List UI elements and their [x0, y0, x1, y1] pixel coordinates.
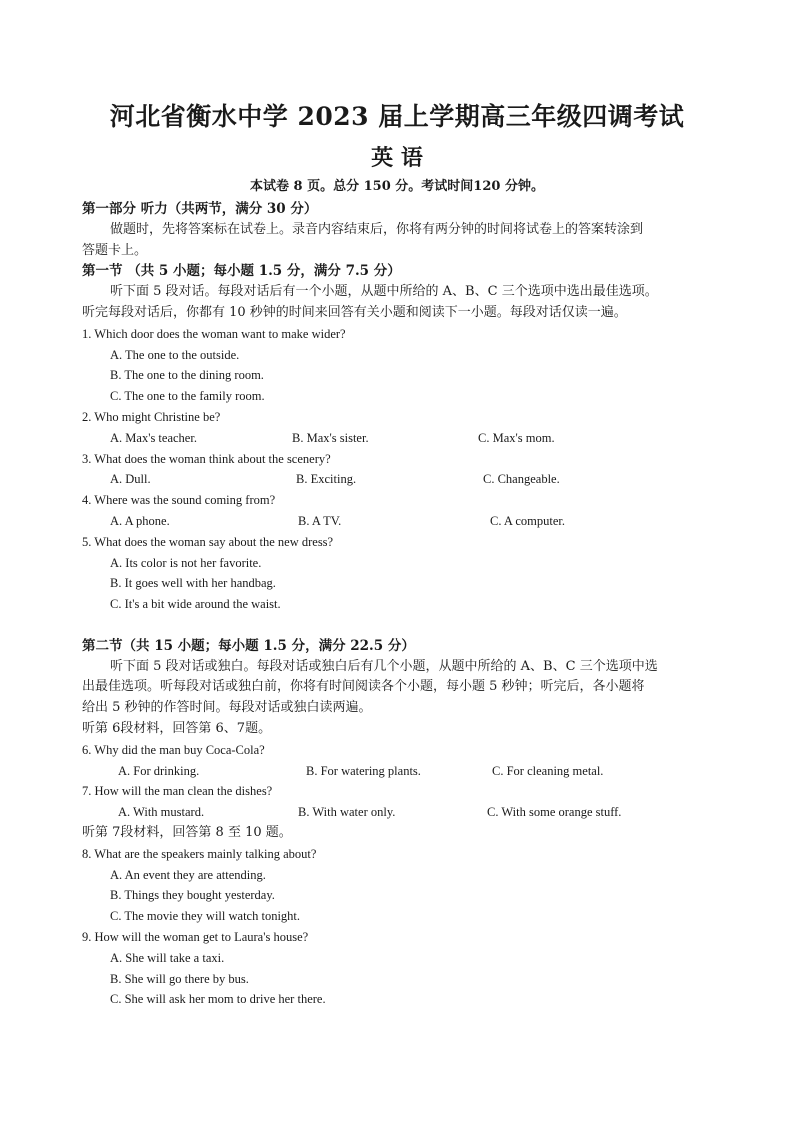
question-1-option-a: A. The one to the outside.	[110, 348, 240, 362]
question-3-option-a: A. Dull.	[110, 472, 151, 486]
section1-instruction-line2: 听完每段对话后，你都有 10 秒钟的时间来回答有关小题和阅读下一小题。每段对话仅读一遍。	[82, 305, 627, 320]
question-3-option-b: B. Exciting.	[296, 472, 357, 486]
part1-heading: 第一部分 听力（共两节，满分 30 分）	[82, 201, 318, 217]
question-7-option-b: B. With water only.	[298, 805, 396, 819]
question-6-option-c: C. For cleaning metal.	[492, 764, 604, 778]
exam-info: 本试卷 8 页。总分 150 分。考试时间120 分钟。	[250, 179, 544, 194]
question-8-option-c: C. The movie they will watch tonight.	[110, 909, 301, 923]
question-9-option-b: B. She will go there by bus.	[110, 972, 249, 986]
question-1-option-b: B. The one to the dining room.	[110, 368, 264, 382]
question-3-option-c: C. Changeable.	[483, 472, 560, 486]
question-9-option-a: A. She will take a taxi.	[110, 951, 225, 965]
question-8: 8. What are the speakers mainly talking about?	[82, 847, 317, 861]
question-5: 5. What does the woman say about the new dress?	[82, 535, 334, 549]
question-1: 1. Which door does the woman want to make wider?	[82, 327, 346, 341]
question-2-option-c: C. Max's mom.	[478, 431, 555, 445]
question-3: 3. What does the woman think about the scenery?	[82, 452, 331, 466]
question-4-option-c: C. A computer.	[490, 514, 565, 528]
subject-title: 英 语	[371, 145, 423, 171]
section2-heading: 第二节（共 15 小题；每小题 1.5 分，满分 22.5 分）	[82, 638, 415, 654]
question-6: 6. Why did the man buy Coca-Cola?	[82, 743, 265, 757]
question-4: 4. Where was the sound coming from?	[82, 493, 276, 507]
exam-title: 河北省衡水中学 2023 届上学期高三年级四调考试	[109, 102, 685, 131]
question-6-option-b: B. For watering plants.	[306, 764, 421, 778]
question-4-option-b: B. A TV.	[298, 514, 342, 528]
section2-instruction-line1: 听下面 5 段对话或独白。每段对话或独白后有几个小题，从题中所给的 A、B、C 三个选项中选	[110, 659, 658, 674]
question-9: 9. How will the woman get to Laura's house?	[82, 930, 309, 944]
question-2-option-b: B. Max's sister.	[292, 431, 369, 445]
section1-heading: 第一节 （共 5 小题；每小题 1.5 分，满分 7.5 分）	[82, 263, 401, 279]
question-5-option-b: B. It goes well with her handbag.	[110, 576, 276, 590]
part1-instruction-line2: 答题卡上。	[82, 243, 148, 258]
question-9-option-c: C. She will ask her mom to drive her there.	[110, 992, 326, 1006]
question-7-option-c: C. With some orange stuff.	[487, 805, 622, 819]
part1-instruction-line1: 做题时，先将答案标在试卷上。录音内容结束后，你将有两分钟的时间将试卷上的答案转涂到	[110, 222, 644, 237]
question-2: 2. Who might Christine be?	[82, 410, 221, 424]
material-6-heading: 听第 6段材料，回答第 6、7题。	[82, 721, 272, 736]
question-8-option-b: B. Things they bought yesterday.	[110, 888, 275, 902]
question-6-option-a: A. For drinking.	[118, 764, 200, 778]
question-2-option-a: A. Max's teacher.	[110, 431, 197, 445]
question-8-option-a: A. An event they are attending.	[110, 868, 266, 882]
question-7-option-a: A. With mustard.	[118, 805, 205, 819]
question-4-option-a: A. A phone.	[110, 514, 170, 528]
question-1-option-c: C. The one to the family room.	[110, 389, 265, 403]
question-5-option-c: C. It's a bit wide around the waist.	[110, 597, 281, 611]
section2-instruction-line2: 出最佳选项。听每段对话或独白前，你将有时间阅读各个小题，每小题 5 秒钟；听完后，各小题将	[82, 679, 645, 694]
material-7-heading: 听第 7段材料，回答第 8 至 10 题。	[82, 825, 292, 840]
section1-instruction-line1: 听下面 5 段对话。每段对话后有一个小题，从题中所给的 A、B、C 三个选项中选出最佳选项。	[110, 284, 658, 299]
question-5-option-a: A. Its color is not her favorite.	[110, 556, 262, 570]
section2-instruction-line3: 给出 5 秒钟的作答时间。每段对话或独白读两遍。	[82, 700, 372, 715]
question-7: 7. How will the man clean the dishes?	[82, 784, 273, 798]
